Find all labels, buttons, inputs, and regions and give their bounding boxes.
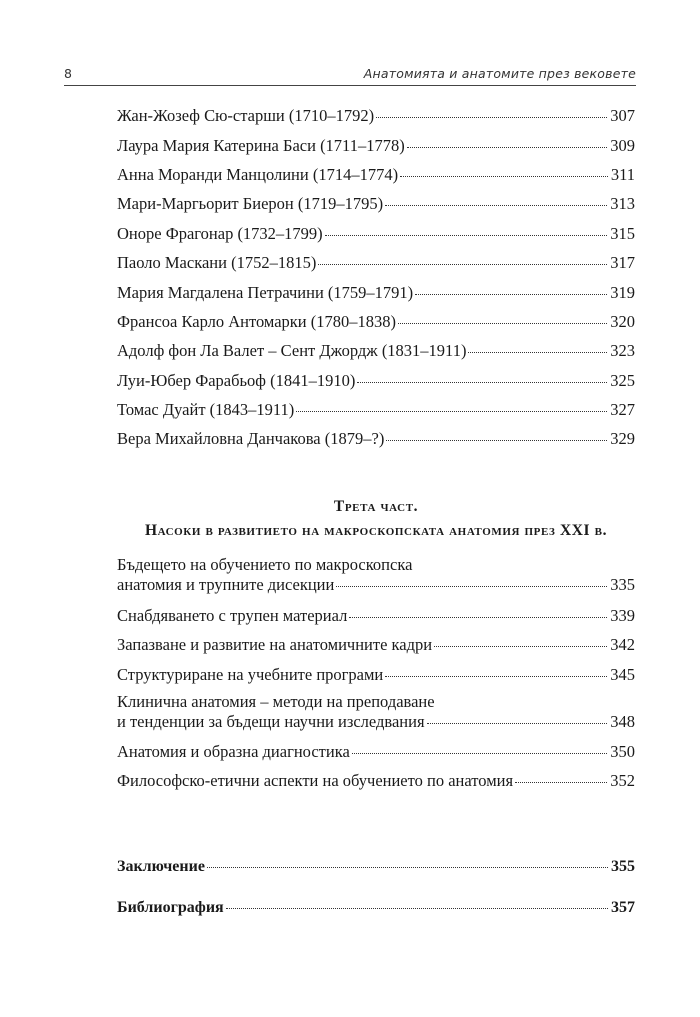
dot-leader [349,617,607,618]
toc-entry-bibliography [117,898,635,918]
toc-entry [117,194,635,214]
dot-leader [515,782,607,783]
toc-entry-title: Запазване и развитие на анатомичните кадри [117,635,433,654]
toc-entry [117,606,635,626]
dot-leader [376,117,607,118]
dot-leader [434,646,607,647]
toc-entry-title: Заключение [117,858,205,875]
toc-entry [117,665,635,685]
toc-entry-page: 348 [610,712,635,731]
toc-entry-title: анатомия и трупните дисекции [117,575,335,594]
running-title: Анатомията и анатомите през вековете [363,66,636,81]
toc-entry-title: Мари-Маргьорит Биерон (1719–1795) [117,194,384,213]
toc-entry-page: 325 [610,371,635,390]
dot-leader [357,382,607,383]
toc-entry-title-line1: Бъдещето на обучението по макроскопска [117,555,413,574]
toc-entry-title: Вера Михайловна Данчакова (1879–?) [117,429,385,448]
dot-leader [336,586,607,587]
toc-entry-title: Анна Моранди Манцолини (1714–1774) [117,165,399,184]
toc-entry-title: Луи-Юбер Фарабьоф (1841–1910) [117,371,356,390]
part-heading-label: Трета част. [333,498,419,515]
toc-entry-title: Мария Магдалена Петрачини (1759–1791) [117,283,414,302]
toc-entry-page: 323 [610,341,635,360]
toc-entry-page: 335 [610,575,635,594]
toc-entry-title: Библиография [117,899,224,916]
dot-leader [207,867,608,868]
toc-entry-title: Паоло Маскани (1752–1815) [117,253,317,272]
toc-entry [117,742,635,762]
dot-leader [325,235,608,236]
toc-entry [117,400,635,420]
toc-entry-page: 339 [610,606,635,625]
toc-entry [117,253,635,273]
dot-leader [415,294,607,295]
toc-entry-title-line1: Клинична анатомия – методи на преподаване [117,692,435,711]
toc-entry-page: 313 [610,194,635,213]
toc-entry-page: 355 [611,858,635,875]
toc-entry-page: 327 [610,400,635,419]
toc-entry [117,429,635,449]
dot-leader [427,723,608,724]
toc-entry-title: Структуриране на учебните програми [117,665,384,684]
toc-entry-title: Анатомия и образна диагностика [117,742,350,761]
toc-entry [117,635,635,655]
dot-leader [398,323,607,324]
dot-leader [385,205,607,206]
dot-leader [468,352,607,353]
toc-entry-page: 317 [610,253,635,272]
dot-leader [352,753,607,754]
toc-entry [117,136,635,156]
header-rule [64,85,636,86]
toc-entry [117,771,635,791]
page-number: 8 [64,66,72,81]
toc-entry-conclusion [117,857,635,877]
toc-entry [117,106,635,126]
toc-entry-page: 320 [610,312,635,331]
toc-entry-title: Лаура Мария Катерина Баси (1711–1778) [117,136,405,155]
toc-entry [117,692,635,732]
toc-entry-title: Франсоа Карло Антомарки (1780–1838) [117,312,397,331]
page-header [64,64,636,86]
dot-leader [318,264,607,265]
dot-leader [226,908,608,909]
toc-entry-page: 350 [610,742,635,761]
toc-entry [117,371,635,391]
toc-entry [117,283,635,303]
toc-entry-title: Оноре Фрагонар (1732–1799) [117,224,323,243]
dot-leader [296,411,607,412]
toc-entry-page: 309 [610,136,635,155]
toc-entry [117,341,635,361]
toc-entry-page: 315 [610,224,635,243]
toc-entry-page: 319 [610,283,635,302]
toc-entry-page: 352 [610,771,635,790]
toc-entry-page: 307 [610,106,635,125]
part-heading-title: Насоки в развитието на макроскопската анатомия през XXI в. [144,522,608,539]
dot-leader [407,147,608,148]
toc-entry [117,224,635,244]
toc-entry-title: Жан-Жозеф Сю-старши (1710–1792) [117,106,375,125]
toc-entry-title: Адолф фон Ла Валет – Сент Джордж (1831–1911) [117,341,467,360]
dot-leader [385,676,607,677]
toc-entry-title: Снабдяването с трупен материал [117,606,348,625]
toc-entry-page: 311 [610,165,635,184]
dot-leader [400,176,608,177]
toc-entry-page: 357 [611,899,635,916]
toc-entry [117,312,635,332]
toc-entry-page: 329 [610,429,635,448]
toc-entry-title: Философско-етични аспекти на обучението по анатомия [117,771,514,790]
toc-entry-title: и тенденции за бъдещи научни изследвания [117,712,425,731]
dot-leader [386,440,607,441]
toc-entry-page: 345 [610,665,635,684]
toc-entry-page: 342 [610,635,635,654]
toc-entry [117,555,635,595]
toc-entry-title: Томас Дуайт (1843–1911) [117,400,295,419]
toc-entry [117,165,635,185]
